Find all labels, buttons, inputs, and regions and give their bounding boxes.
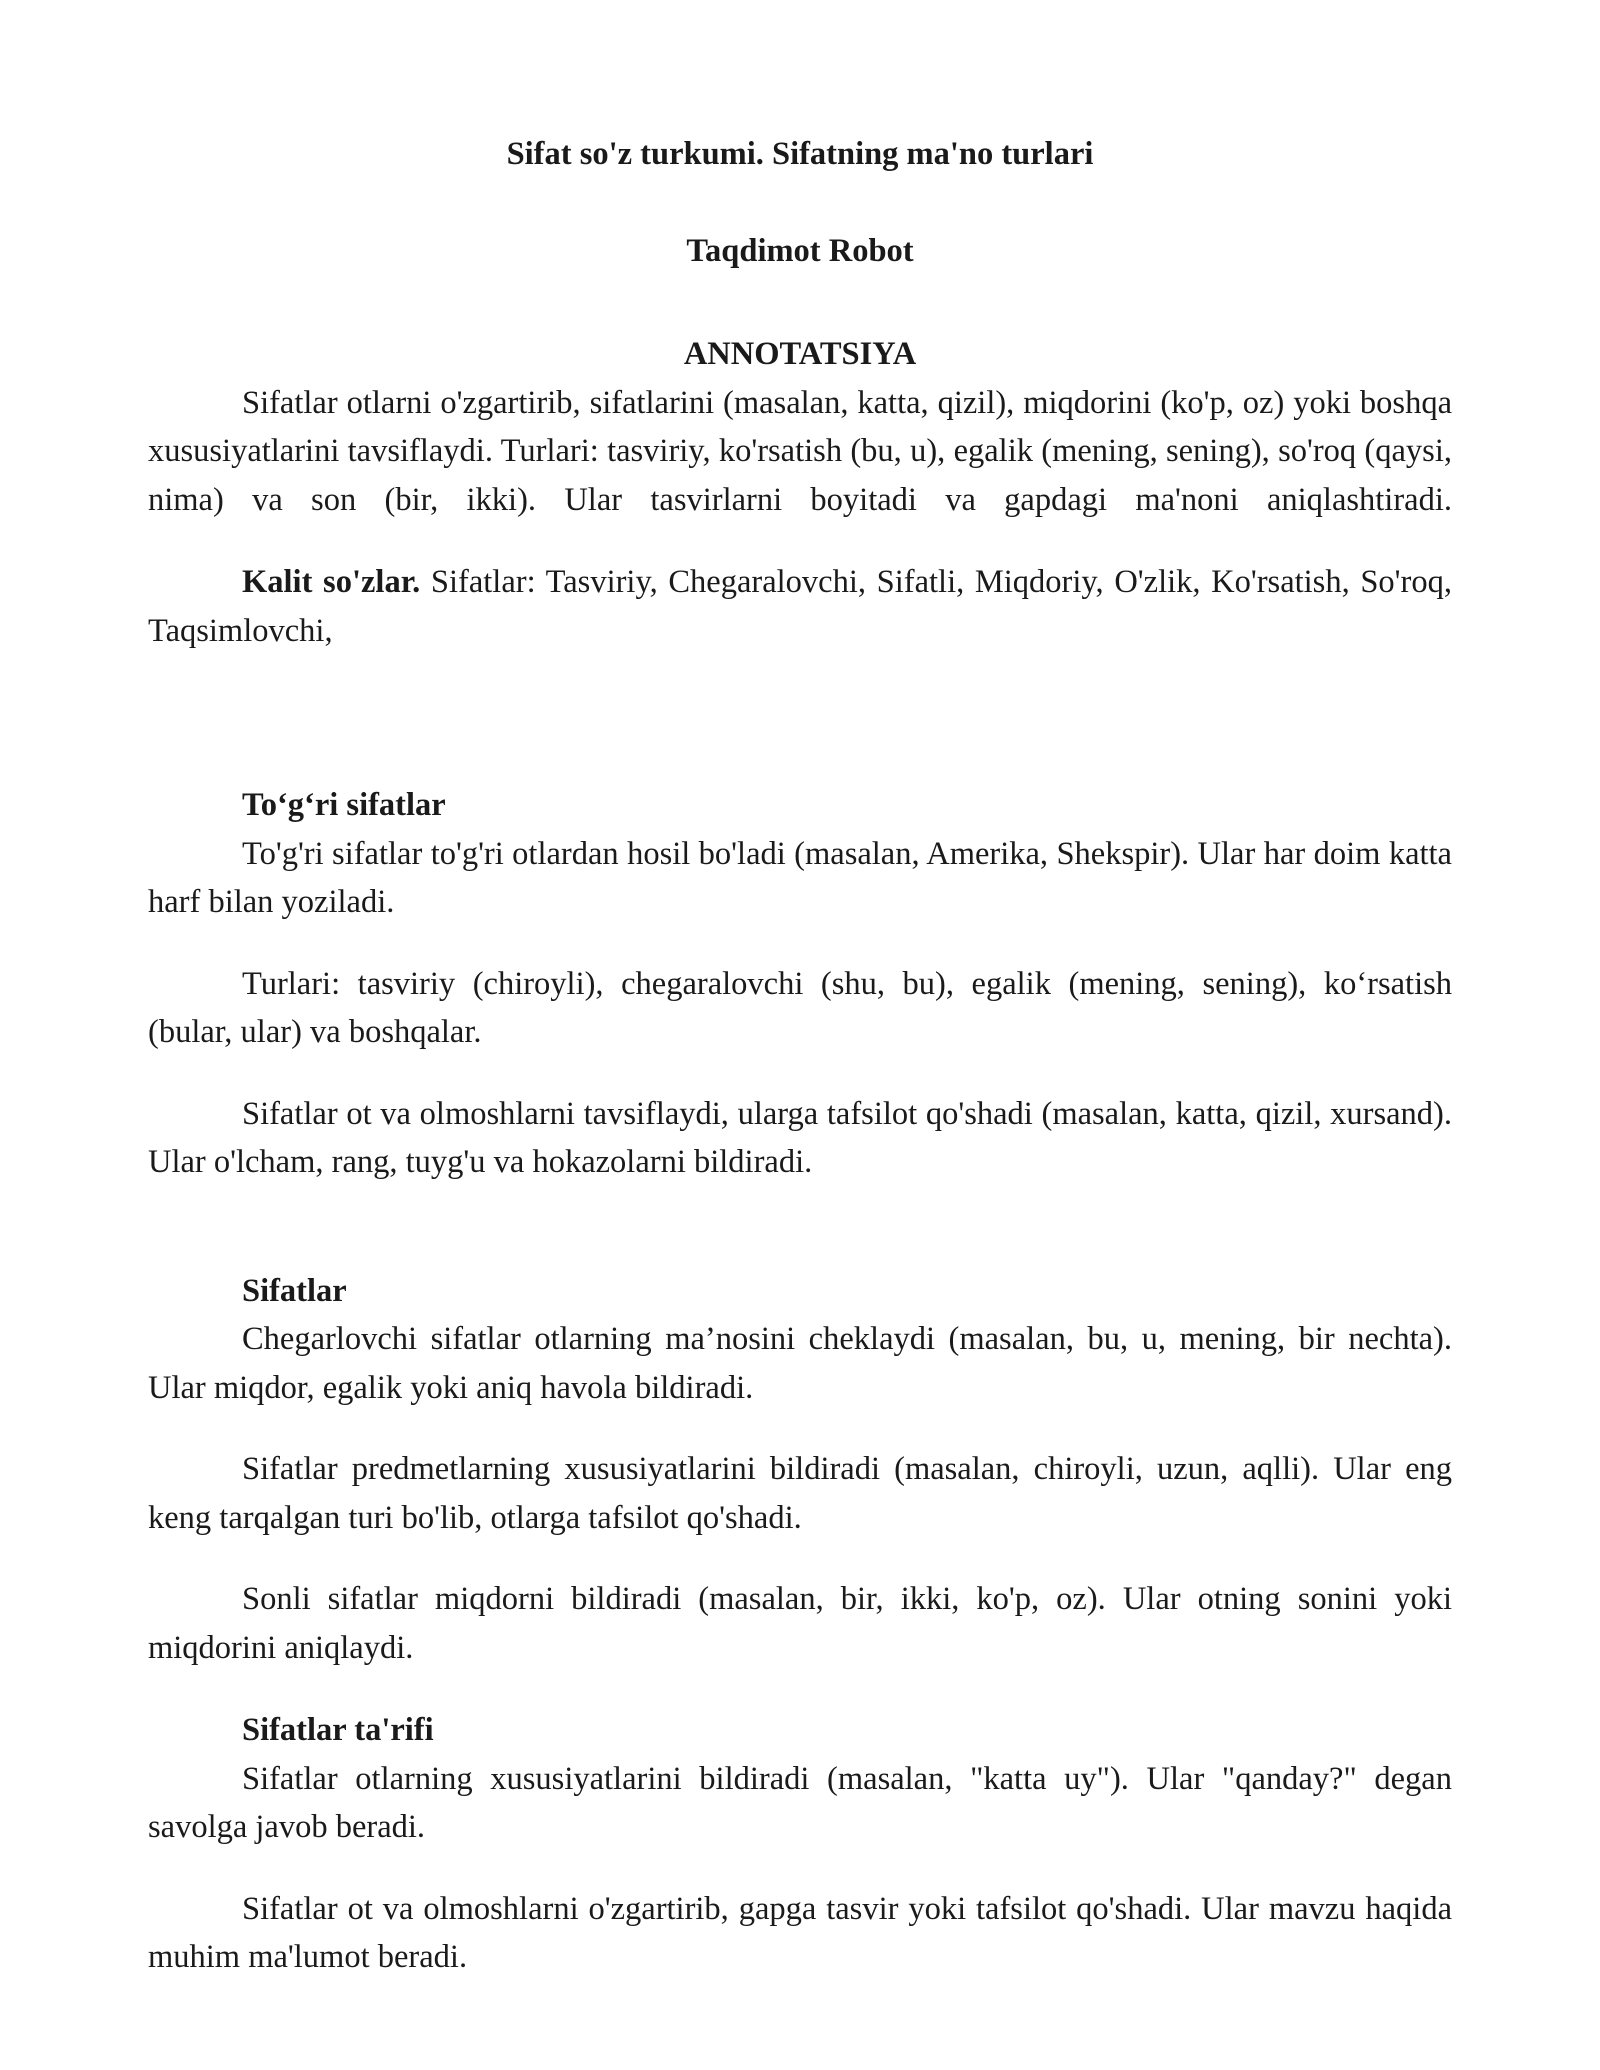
section-paragraph: Sifatlar ot va olmoshlarni o'zgartirib, gapga tasvir yoki tafsilot qo'shadi. Ular mavzu haqida muhim ma'lumot beradi. — [148, 1890, 1452, 1975]
section-paragraph: Chegarlovchi sifatlar otlarning ma’nosini cheklaydi (masalan, bu, u, mening, bir nechta). Ular miqdor, egalik yoki aniq havola bildiradi. — [148, 1321, 1452, 1406]
section-paragraph: Sifatlar predmetlarning xususiyatlarini bildiradi (masalan, chiroyli, uzun, aqlli). Ular eng keng tarqalgan turi bo'lib, otlarga tafsilot qo'shadi. — [148, 1451, 1452, 1536]
document-title: Sifat so'z turkumi. Sifatning ma'no turlari — [506, 136, 1094, 172]
keywords-paragraph — [148, 558, 1452, 655]
keywords-label: Kalit so'zlar. — [242, 564, 421, 600]
annotation-paragraph: Sifatlar otlarni o'zgartirib, sifatlarini (masalan, katta, qizil), miqdorini (ko'p, oz) yoki boshqa xususiyatlarini tavsiflaydi. Turlari: tasviriy, ko'rsatish (bu, u), egalik (mening, sening), so'roq (qaysi, nima) va son (bir, ikki). Ular tasvirlarni boyitadi va gapdagi ma'noni aniqlashtiradi. — [148, 384, 1452, 518]
section-heading-proper-adjectives: To‘g‘ri sifatlar — [242, 787, 446, 823]
keywords-text: Sifatlar: Tasviriy, Chegaralovchi, Sifatli, Miqdoriy, O'zlik, Ko'rsatish, So'roq, Taqsimlovchi, — [148, 564, 1452, 649]
annotation-heading: ANNOTATSIYA — [683, 336, 917, 372]
section-heading-adjective-definition: Sifatlar ta'rifi — [242, 1712, 434, 1748]
section-paragraph: Sonli sifatlar miqdorni bildiradi (masalan, bir, ikki, ko'p, oz). Ular otning sonini yoki miqdorini aniqlaydi. — [148, 1581, 1452, 1666]
section-paragraph: To'g'ri sifatlar to'g'ri otlardan hosil bo'ladi (masalan, Amerika, Shekspir). Ular har doim katta harf bilan yoziladi. — [148, 835, 1452, 920]
section-paragraph: Turlari: tasviriy (chiroyli), chegaralovchi (shu, bu), egalik (mening, sening), ko‘rsatish (bular, ular) va boshqalar. — [148, 965, 1452, 1050]
document-author: Taqdimot Robot — [686, 232, 914, 269]
document-page — [148, 130, 1452, 1982]
section-heading-adjectives: Sifatlar — [242, 1272, 347, 1309]
section-paragraph: Sifatlar otlarning xususiyatlarini bildiradi (masalan, "katta uy"). Ular "qanday?" degan savolga javob beradi. — [148, 1760, 1452, 1845]
section-paragraph: Sifatlar ot va olmoshlarni tavsiflaydi, ularga tafsilot qo'shadi (masalan, katta, qizil, xursand). Ular o'lcham, rang, tuyg'u va hokazolarni bildiradi. — [148, 1095, 1452, 1180]
